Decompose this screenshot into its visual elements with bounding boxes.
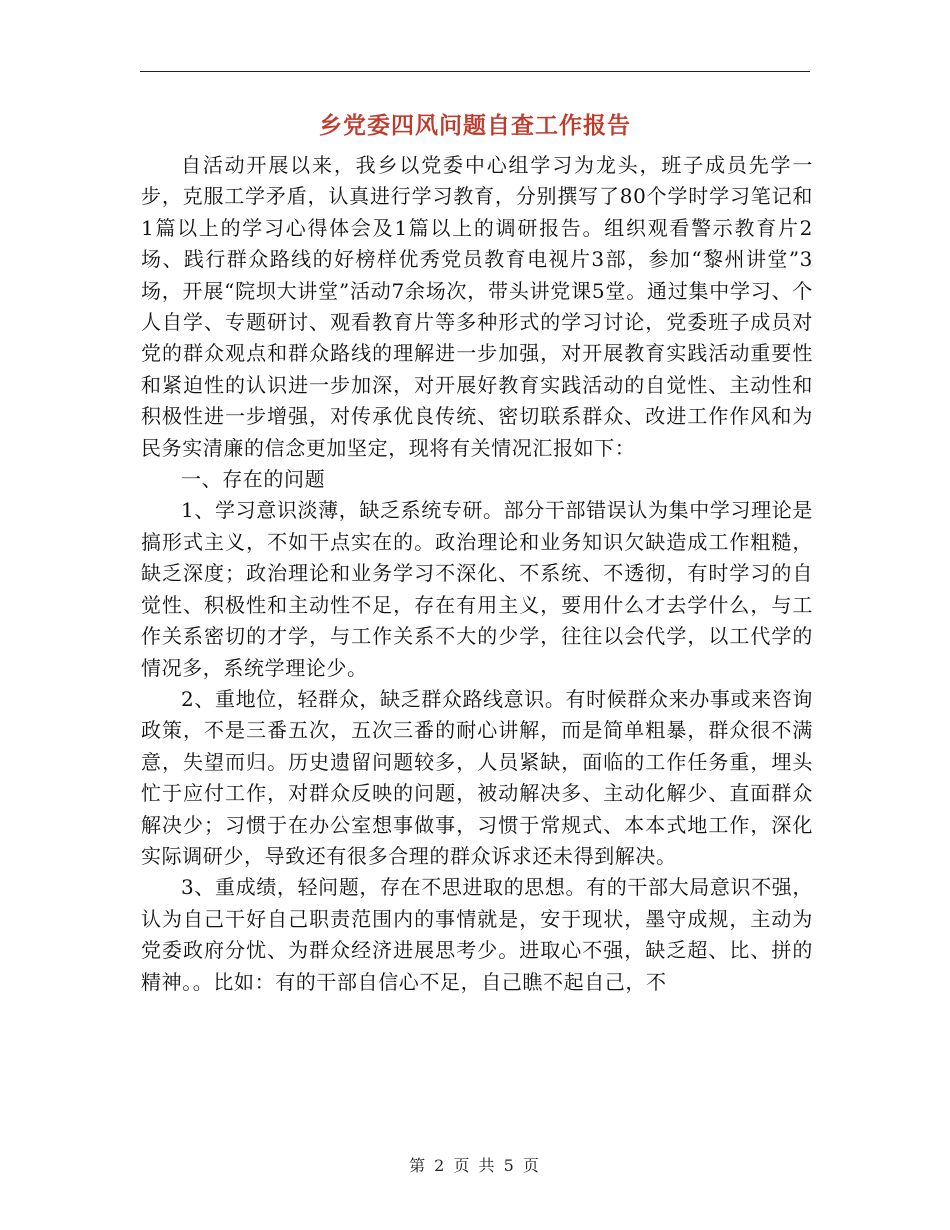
problem-paragraph-2: 2、重地位，轻群众，缺乏群众路线意识。有时候群众来办事或来咨询政策，不是三番五次，五次三番的耐心讲解，而是简单粗暴，群众很不满意，失望而归。历史遗留问题较多，人员紧缺，面临的工作任务重，埋头忙于应付工作，对群众反映的问题，被动解决多、主动化解少、直面群众解决少；习惯于在办公室想事做事，习惯于常规式、本本式地工作，深化实际调研少，导致还有很多合理的群众诉求还未得到解决。 bbox=[141, 686, 813, 868]
section-heading-problems: 一、存在的问题 bbox=[181, 467, 326, 492]
document-body bbox=[141, 150, 813, 998]
problem-paragraph-3: 3、重成绩，轻问题，存在不思进取的思想。有的干部大局意识不强，认为自己干好自己职责范围内的事情就是，安于现状，墨守成规，主动为党委政府分忧、为群众经济进展思考少。进取心不强，缺乏超、比、拼的精神。。比如：有的干部自信心不足，自己瞧不起自己，不 bbox=[141, 875, 813, 994]
header-rule bbox=[140, 71, 810, 72]
page-number-footer: 第 2 页 共 5 页 bbox=[409, 1156, 541, 1175]
intro-paragraph: 自活动开展以来，我乡以党委中心组学习为龙头，班子成员先学一步，克服工学矛盾，认真进行学习教育，分别撰写了80个学时学习笔记和1篇以上的学习心得体会及1篇以上的调研报告。组织观看警示教育片2场、践行群众路线的好榜样优秀党员教育电视片3部，参加“黎州讲堂”3场，开展“院坝大讲堂”活动7余场次，带头讲党课5堂。通过集中学习、个人自学、专题研讨、观看教育片等多种形式的学习讨论，党委班子成员对党的群众观点和群众路线的理解进一步加强，对开展教育实践活动重要性和紧迫性的认识进一步加深，对开展好教育实践活动的自觉性、主动性和积极性进一步增强，对传承优良传统、密切联系群众、改进工作作风和为民务实清廉的信念更加坚定，现将有关情况汇报如下： bbox=[141, 153, 813, 460]
document-title: 乡党委四风问题自查工作报告 bbox=[319, 112, 631, 139]
problem-paragraph-1: 1、学习意识淡薄，缺乏系统专研。部分干部错误认为集中学习理论是搞形式主义，不如干点实在的。政治理论和业务知识欠缺造成工作粗糙，缺乏深度；政治理论和业务学习不深化、不系统、不透彻，有时学习的自觉性、积极性和主动性不足，存在有用主义，要用什么才去学什么，与工作关系密切的才学，与工作关系不大的少学，往往以会代学，以工代学的情况多，系统学理论少。 bbox=[141, 498, 813, 680]
